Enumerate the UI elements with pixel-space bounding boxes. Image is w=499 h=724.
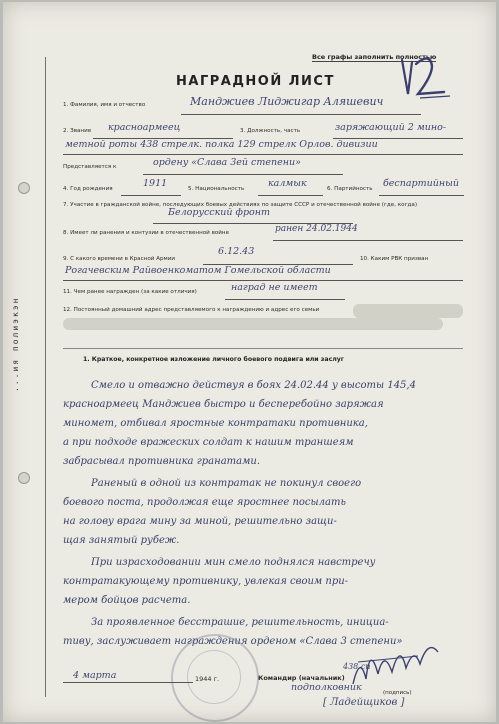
field-label-army-since: 9. С какого времени в Красной Армии bbox=[63, 256, 176, 262]
commander-name: [ Ладейщиков ] bbox=[323, 697, 405, 708]
field-value-party: беспартийный bbox=[383, 178, 459, 189]
text-line: контратакующему противнику, увлекая своим при- bbox=[63, 576, 349, 587]
commander-label: Командир (начальник) bbox=[258, 674, 345, 682]
text-line: За проявленное бесстрашие, решительность, инициа- bbox=[91, 617, 389, 628]
commander-signature bbox=[348, 634, 443, 698]
section-separator bbox=[63, 348, 463, 349]
text-line: щая занятый рубеж. bbox=[63, 535, 180, 546]
commander-rank: подполковник bbox=[291, 682, 362, 693]
field-value-nationality: калмык bbox=[268, 178, 307, 189]
field-label-address: 12. Постоянный домашний адрес представляемого к награждению и адрес его семьи bbox=[63, 307, 320, 313]
field-label-position: 3. Должность, часть bbox=[240, 128, 301, 134]
commander-unit: 438 сп bbox=[343, 662, 371, 671]
document-title: НАГРАДНОЙ ЛИСТ bbox=[176, 74, 335, 89]
field-value-previous-awards: наград не имеет bbox=[231, 282, 318, 293]
underline bbox=[143, 174, 343, 175]
underline bbox=[121, 195, 181, 196]
text-line: боевого поста, продолжая еще яростнее посылать bbox=[63, 497, 346, 508]
award-sheet bbox=[3, 2, 496, 722]
binding-line bbox=[45, 57, 46, 697]
field-value-rank: красноармеец bbox=[108, 122, 181, 133]
field-value-participation: Белорусский фронт bbox=[168, 207, 271, 218]
field-label-nationality: 5. Национальность bbox=[188, 186, 245, 192]
underline bbox=[63, 280, 463, 281]
text-line: забрасывал противника гранатами. bbox=[63, 456, 261, 467]
field-value-army-since: 6.12.43 bbox=[218, 246, 255, 257]
text-line: миномет, отбивал яростные контратаки противника, bbox=[63, 418, 368, 429]
field-value-unit: метной роты 438 стрелк. полка 129 стрелк Орлов. дивизии bbox=[65, 139, 378, 150]
text-line: Смело и отважно действуя в боях 24.02.44 у высоты 145,4 bbox=[91, 380, 416, 391]
text-line: При израсходовании мин смело поднялся навстречу bbox=[91, 557, 376, 568]
signature-label: (подпись) bbox=[383, 690, 412, 696]
field-label-birth-year: 4. Год рождения bbox=[63, 186, 113, 192]
field-value-wounds: ранен 24.02.1944 bbox=[275, 224, 358, 234]
underline bbox=[63, 682, 193, 683]
field-label-name: 1. Фамилия, имя и отчество bbox=[63, 102, 146, 108]
underline bbox=[258, 195, 323, 196]
field-value-birth-year: 1911 bbox=[143, 178, 168, 189]
field-label-wounds: 8. Имеет ли ранения и контузии в отечественной войне bbox=[63, 230, 230, 236]
field-value-rvk: Рогачевским Райвоенкоматом Гомельской области bbox=[65, 265, 331, 276]
footer-year: 1944 г. bbox=[195, 675, 220, 683]
section-heading: 1. Краткое, конкретное изложение личного боевого подвига или заслуг bbox=[83, 356, 345, 363]
field-label-previous-awards: 11. Чем ранее награжден (за какие отличия) bbox=[63, 289, 197, 295]
field-value-name: Манджиев Лиджигар Аляшевич bbox=[190, 95, 384, 108]
field-label-rvk: 10. Каким РВК призван bbox=[360, 256, 429, 262]
underline bbox=[273, 240, 463, 241]
underline bbox=[225, 299, 345, 300]
underline bbox=[379, 195, 464, 196]
underline bbox=[63, 154, 463, 155]
field-label-party: 6. Партийность bbox=[327, 186, 373, 192]
field-label-nominated: Представляется к bbox=[63, 164, 117, 170]
underline bbox=[181, 114, 421, 115]
text-line: мером бойцов расчета. bbox=[63, 595, 191, 606]
redaction-blot bbox=[63, 318, 443, 330]
field-value-nominated: ордену «Слава 3ей степени» bbox=[153, 157, 301, 168]
fill-all-note: Все графы заполнить полностью bbox=[312, 53, 437, 61]
field-label-rank: 2. Звание bbox=[63, 128, 92, 134]
text-line: а при подходе вражеских солдат к нашим траншеям bbox=[63, 437, 354, 448]
redaction-blot bbox=[353, 304, 463, 318]
punch-hole bbox=[18, 472, 30, 484]
footer-date: 4 марта bbox=[73, 670, 117, 681]
text-line: тиву, заслуживает награждения орденом «Слава 3 степени» bbox=[63, 636, 403, 647]
field-value-position: заряжающий 2 мино- bbox=[335, 122, 447, 133]
text-line: красноармеец Манджиев быстро и бесперебойно заряжая bbox=[63, 399, 384, 410]
text-line: на голову врага мину за миной, решительно защи- bbox=[63, 516, 337, 527]
text-line: Раненый в одной из контратак не покинул своего bbox=[91, 478, 362, 489]
field-label-participation: 7. Участие в гражданской войне, последующих боевых действиях по защите СССР и отечественной войне (где, когда) bbox=[63, 202, 418, 208]
punch-hole bbox=[18, 182, 30, 194]
corner-mark bbox=[398, 54, 458, 108]
side-archive-text: ...ия полиэкэн bbox=[11, 296, 20, 392]
